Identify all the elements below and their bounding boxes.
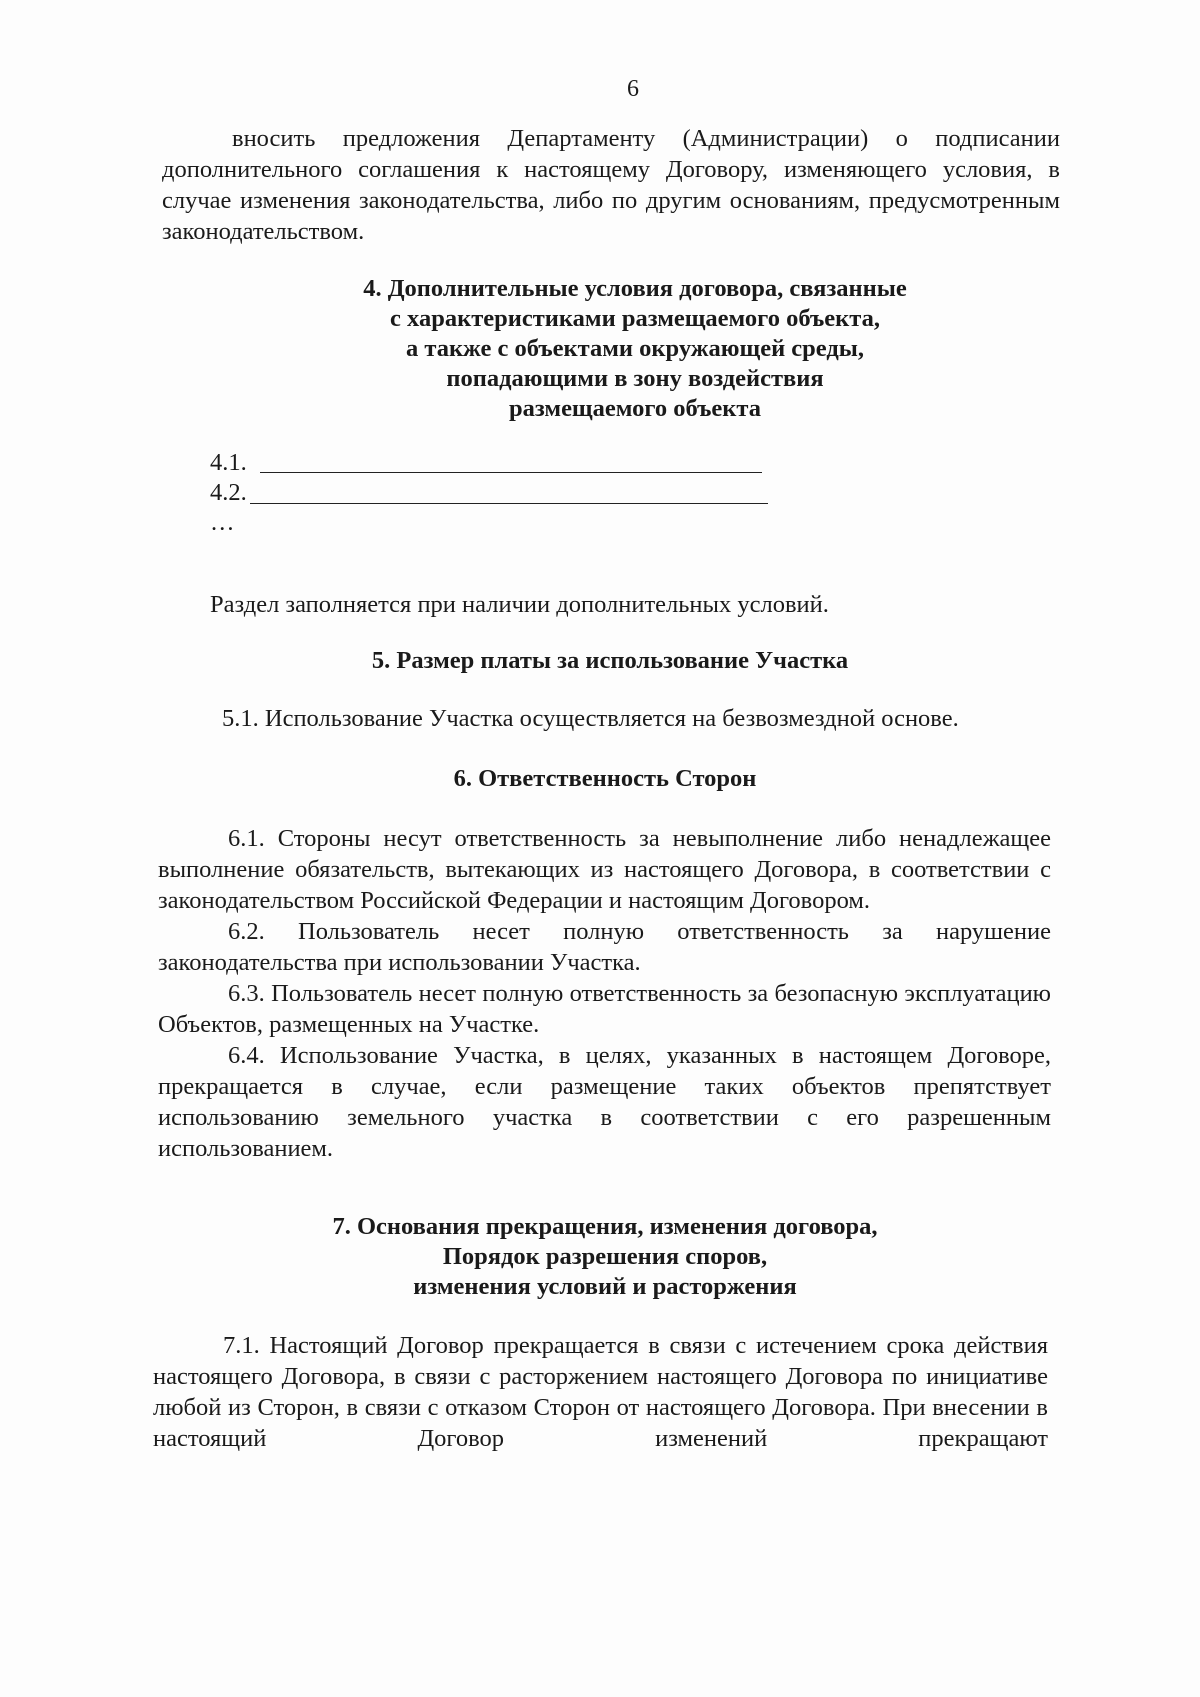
section-6-paragraph-4: 6.4. Использование Участка, в целях, указанных в настоящем Договоре, прекращается в случае, если размещение таких объектов препятствует использованию земельного участка в соответствии с его разрешенным использованием.	[158, 1042, 1051, 1162]
section-7-heading-line: изменения условий и расторжения	[413, 1273, 797, 1300]
section-4-heading-line: 4. Дополнительные условия договора, связанные	[363, 275, 907, 302]
section-7-heading-line: 7. Основания прекращения, изменения договора,	[332, 1213, 878, 1240]
section-6-heading: 6. Ответственность Сторон	[453, 765, 757, 792]
intro-paragraph: вносить предложения Департаменту (Администрации) о подписании дополнительного соглашения к настоящему Договору, изменяющего условия, в случае изменения законодательства, либо по другим основаниям, предусмотренным законодательством.	[162, 125, 1060, 245]
section-7-heading	[160, 1212, 1050, 1302]
item-4-2-label: 4.2.	[210, 479, 247, 506]
item-ellipsis: …	[210, 509, 235, 536]
section-6-paragraphs	[158, 823, 1051, 1164]
section-4-heading	[200, 274, 1070, 424]
section-6-paragraph-3: 6.3. Пользователь несет полную ответственность за безопасную эксплуатацию Объектов, размещенных на Участке.	[158, 980, 1051, 1038]
section-5-heading: 5. Размер платы за использование Участка	[371, 647, 849, 674]
section-7-paragraph-1: 7.1. Настоящий Договор прекращается в связи с истечением срока действия настоящего Договора, в связи с расторжением настоящего Договора по инициативе любой из Сторон, в связи с отказом Сторон от настоящего Договора. При внесении в настоящий Договор изменений прекращают	[153, 1332, 1048, 1452]
section-6-paragraph-1: 6.1. Стороны несут ответственность за невыполнение либо ненадлежащее выполнение обязательств, вытекающих из настоящего Договора, в соответствии с законодательством Российской Федерации и настоящим Договором.	[158, 825, 1051, 914]
section-5-paragraph-1: 5.1. Использование Участка осуществляется на безвозмездной основе.	[222, 705, 959, 732]
section-6-paragraph-2: 6.2. Пользователь несет полную ответственность за нарушение законодательства при использовании Участка.	[158, 918, 1051, 976]
page-number: 6	[627, 76, 639, 102]
section-4-heading-line: попадающими в зону воздействия	[446, 365, 824, 392]
item-4-1-label: 4.1.	[210, 449, 247, 476]
section-4-heading-line: размещаемого объекта	[509, 395, 761, 422]
section-4-heading-line: с характеристиками размещаемого объекта,	[390, 305, 880, 332]
section-4-heading-line: а также с объектами окружающей среды,	[405, 335, 865, 362]
intro-paragraph-block	[162, 123, 1060, 247]
item-4-1-blank-rule	[260, 472, 762, 473]
section-7-heading-line: Порядок разрешения споров,	[442, 1243, 768, 1270]
section-7-paragraph-block	[153, 1330, 1048, 1454]
section-4-note: Раздел заполняется при наличии дополнительных условий.	[210, 591, 829, 618]
item-4-2-blank-rule	[250, 503, 768, 504]
